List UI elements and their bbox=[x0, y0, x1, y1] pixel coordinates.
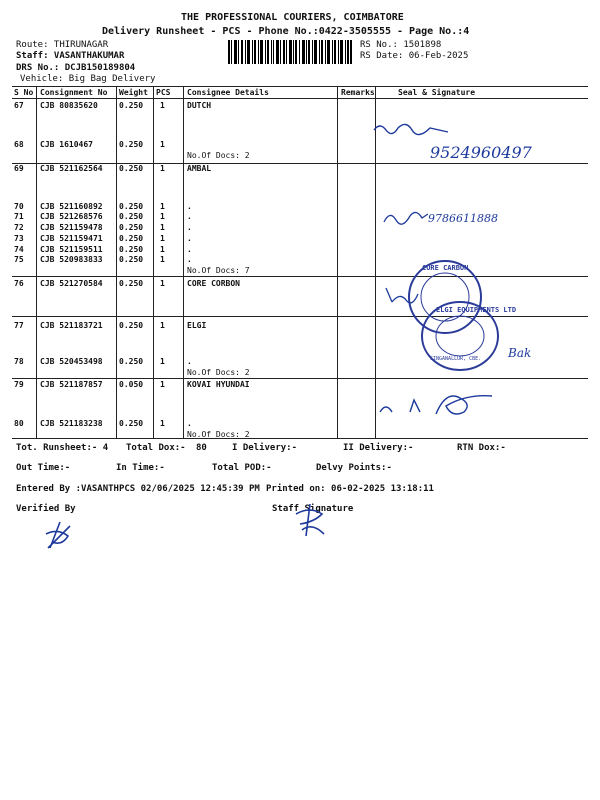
cell-consignment: CJB 521268576 bbox=[40, 212, 103, 221]
verified-by: Verified By bbox=[16, 504, 76, 514]
cell-consignment: CJB 521159471 bbox=[40, 234, 103, 243]
total-pod: Total POD:- bbox=[212, 463, 272, 473]
runsheet-subtitle: Delivery Runsheet - PCS - Phone No.:0422-3505555 - Page No.:4 bbox=[102, 26, 470, 37]
cell-consignment: CJB 521159478 bbox=[40, 223, 103, 232]
cell-weight: 0.250 bbox=[119, 357, 144, 366]
table-row bbox=[0, 101, 600, 112]
cell-sno: 73 bbox=[14, 234, 24, 243]
cell-sno: 74 bbox=[14, 245, 24, 254]
cell-consignment: CJB 521159511 bbox=[40, 245, 103, 254]
cell-consignment: CJB 521270584 bbox=[40, 279, 103, 288]
cell-consignment: CJB 521162564 bbox=[40, 164, 103, 173]
col-seal-signature: Seal & Signature bbox=[398, 88, 476, 97]
cell-weight: 0.250 bbox=[119, 223, 144, 232]
table-row bbox=[0, 234, 600, 245]
cell-consignment: CJB 520453498 bbox=[40, 357, 103, 366]
docs-count: No.Of Docs: 2 bbox=[187, 430, 250, 439]
col-sno: S No bbox=[14, 88, 34, 97]
i-delivery: I Delivery:- bbox=[232, 443, 298, 453]
cell-sno: 67 bbox=[14, 101, 24, 110]
cell-sno: 71 bbox=[14, 212, 24, 221]
cell-sno: 68 bbox=[14, 140, 24, 149]
cell-pcs: 1 bbox=[160, 101, 165, 110]
cell-weight: 0.250 bbox=[119, 164, 144, 173]
cell-sno: 69 bbox=[14, 164, 24, 173]
cell-consignee: CORE CORBON bbox=[187, 279, 240, 288]
signature-scribble-4 bbox=[376, 388, 496, 420]
col-weight: Weight bbox=[119, 88, 148, 97]
total-dox-label: Total Dox:- bbox=[126, 443, 186, 453]
docs-count: No.Of Docs: 2 bbox=[187, 151, 250, 160]
vehicle-label: Vehicle: Big Bag Delivery bbox=[20, 74, 156, 84]
col-consignee: Consignee Details bbox=[187, 88, 269, 97]
cell-pcs: 1 bbox=[160, 279, 165, 288]
cell-sno: 70 bbox=[14, 202, 24, 211]
cell-sno: 76 bbox=[14, 279, 24, 288]
company-name: THE PROFESSIONAL COURIERS, COIMBATORE bbox=[181, 12, 404, 23]
total-dox-value: 80 bbox=[196, 443, 207, 453]
route-label: Route: THIRUNAGAR bbox=[16, 40, 109, 50]
out-time: Out Time:- bbox=[16, 463, 71, 473]
cell-consignment: CJB 520983833 bbox=[40, 255, 103, 264]
cell-consignee: AMBAL bbox=[187, 164, 212, 173]
table-row bbox=[0, 164, 600, 175]
cell-consignee: . bbox=[187, 234, 192, 243]
table-row bbox=[0, 380, 600, 391]
cell-pcs: 1 bbox=[160, 245, 165, 254]
cell-sno: 72 bbox=[14, 223, 24, 232]
docs-count: No.Of Docs: 2 bbox=[187, 368, 250, 377]
verifier-signature bbox=[40, 518, 76, 554]
table-row bbox=[0, 212, 600, 223]
cell-consignee: . bbox=[187, 212, 192, 221]
staff-label: Staff: VASANTHAKUMAR bbox=[16, 51, 125, 61]
cell-sno: 79 bbox=[14, 380, 24, 389]
cell-weight: 0.250 bbox=[119, 234, 144, 243]
cell-weight: 0.250 bbox=[119, 279, 144, 288]
cell-weight: 0.250 bbox=[119, 419, 144, 428]
tot-runsheet: Tot. Runsheet:- 4 bbox=[16, 443, 109, 453]
cell-consignee: ELGI bbox=[187, 321, 207, 330]
col-pcs: PCS bbox=[156, 88, 171, 97]
handwritten-signature: Bak bbox=[508, 346, 532, 360]
table-row bbox=[0, 223, 600, 234]
entered-by: Entered By :VASANTHPCS 02/06/2025 12:45:39 PM bbox=[16, 484, 260, 494]
stamp-elgi-place: SINGANALLUR, CBE. bbox=[430, 356, 482, 362]
cell-weight: 0.250 bbox=[119, 321, 144, 330]
cell-pcs: 1 bbox=[160, 140, 165, 149]
rs-number: RS No.: 1501898 bbox=[360, 40, 442, 50]
cell-weight: 0.250 bbox=[119, 212, 144, 221]
cell-pcs: 1 bbox=[160, 419, 165, 428]
cell-consignment: CJB 521160892 bbox=[40, 202, 103, 211]
table-row bbox=[0, 321, 600, 332]
cell-weight: 0.250 bbox=[119, 101, 144, 110]
cell-pcs: 1 bbox=[160, 223, 165, 232]
cell-sno: 78 bbox=[14, 357, 24, 366]
stamp-elgi-text: ELGI EQUIPMENTS LTD bbox=[436, 306, 517, 314]
cell-pcs: 1 bbox=[160, 380, 165, 389]
cell-consignment: CJB 521187857 bbox=[40, 380, 103, 389]
cell-consignee: . bbox=[187, 255, 192, 264]
cell-pcs: 1 bbox=[160, 357, 165, 366]
cell-pcs: 1 bbox=[160, 212, 165, 221]
cell-consignee: . bbox=[187, 245, 192, 254]
cell-weight: 0.050 bbox=[119, 380, 144, 389]
cell-consignee: . bbox=[187, 223, 192, 232]
table-row bbox=[0, 255, 600, 266]
col-consignment: Consignment No bbox=[40, 88, 108, 97]
table-row bbox=[0, 419, 600, 430]
cell-consignee: DUTCH bbox=[187, 101, 212, 110]
barcode bbox=[228, 40, 352, 64]
cell-pcs: 1 bbox=[160, 321, 165, 330]
rs-date: RS Date: 06-Feb-2025 bbox=[360, 51, 469, 61]
cell-weight: 0.250 bbox=[119, 255, 144, 264]
cell-pcs: 1 bbox=[160, 202, 165, 211]
cell-weight: 0.250 bbox=[119, 245, 144, 254]
cell-consignment: CJB 521183721 bbox=[40, 321, 103, 330]
cell-sno: 75 bbox=[14, 255, 24, 264]
cell-pcs: 1 bbox=[160, 164, 165, 173]
cell-consignment: CJB 80835620 bbox=[40, 101, 98, 110]
signature-scribble-1 bbox=[372, 118, 452, 140]
handwritten-phone-2: 9786611888 bbox=[428, 212, 498, 225]
cell-weight: 0.250 bbox=[119, 140, 144, 149]
cell-consignment: CJB 521183238 bbox=[40, 419, 103, 428]
in-time: In Time:- bbox=[116, 463, 165, 473]
cell-pcs: 1 bbox=[160, 255, 165, 264]
staff-signature: Staff Signature bbox=[272, 504, 354, 514]
drs-number: DRS No.: DCJB150189804 bbox=[16, 63, 136, 73]
stamp-core-carbon-text: CORE CARBON bbox=[422, 264, 469, 272]
cell-sno: 80 bbox=[14, 419, 24, 428]
cell-consignee: KOVAI HYUNDAI bbox=[187, 380, 250, 389]
ii-delivery: II Delivery:- bbox=[343, 443, 414, 453]
signature-scribble-2 bbox=[382, 204, 430, 230]
cell-pcs: 1 bbox=[160, 234, 165, 243]
delvy-points: Delvy Points:- bbox=[316, 463, 392, 473]
staff-signature-mark bbox=[290, 500, 330, 540]
rtn-dox: RTN Dox:- bbox=[457, 443, 506, 453]
signature-scribble-3 bbox=[382, 282, 422, 308]
cell-consignee: . bbox=[187, 357, 192, 366]
cell-sno: 77 bbox=[14, 321, 24, 330]
cell-consignee: . bbox=[187, 202, 192, 211]
cell-weight: 0.250 bbox=[119, 202, 144, 211]
table-row bbox=[0, 279, 600, 290]
cell-consignee: . bbox=[187, 419, 192, 428]
handwritten-phone-1: 9524960497 bbox=[430, 143, 532, 162]
docs-count: No.Of Docs: 7 bbox=[187, 266, 250, 275]
printed-on: Printed on: 06-02-2025 13:18:11 bbox=[266, 484, 434, 494]
cell-consignment: CJB 1610467 bbox=[40, 140, 93, 149]
col-remarks: Remarks bbox=[341, 88, 375, 97]
